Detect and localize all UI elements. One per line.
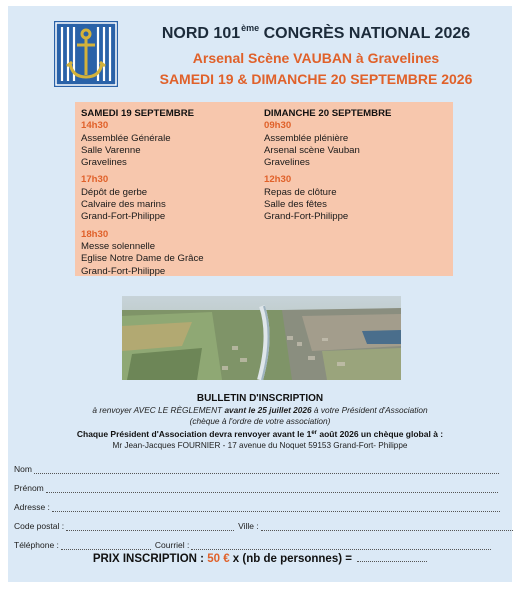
event-line: Arsenal scène Vauban — [264, 144, 360, 156]
event-line: Calvaire des marins — [81, 199, 166, 211]
event-line: Gravelines — [81, 157, 127, 169]
event-time: 18h30 — [81, 228, 109, 240]
event-line: Gravelines — [264, 157, 310, 169]
form-row-prenom — [14, 481, 498, 493]
event-time: 09h30 — [264, 120, 292, 132]
event-line: Grand-Fort-Philippe — [81, 265, 166, 277]
venue-subtitle: Arsenal Scène VAUBAN à Gravelines — [192, 50, 440, 66]
ville-field[interactable] — [261, 522, 513, 531]
price-label: PRIX INSCRIPTION : — [92, 553, 208, 565]
event-time: 17h30 — [81, 174, 109, 186]
ville-label: Ville : — [238, 521, 259, 531]
cheque-note: (chèque à l'ordre de votre association) — [189, 416, 331, 426]
header — [136, 18, 496, 89]
code-postal-label: Code postal : — [14, 521, 65, 531]
event-line: Assemblée plénière — [264, 132, 349, 144]
code-postal-field[interactable] — [66, 522, 234, 531]
form-row-nom — [14, 462, 499, 474]
event-line: Grand-Fort-Philippe — [264, 211, 349, 223]
event-time: 14h30 — [81, 120, 109, 132]
price-amount: 50 € — [207, 553, 230, 565]
bulletin-title: BULLETIN D'INSCRIPTION — [196, 393, 324, 404]
form-row-adresse — [14, 500, 500, 512]
event-line: Assemblée Générale — [81, 132, 171, 144]
saturday-column — [81, 108, 261, 278]
nom-label: Nom — [14, 464, 32, 474]
event-line: Repas de clôture — [264, 186, 337, 198]
event-line: Messe solennelle — [81, 240, 156, 252]
total-field[interactable] — [357, 553, 427, 562]
sunday-column — [264, 108, 444, 224]
day-heading: SAMEDI 19 SEPTEMBRE — [81, 108, 195, 119]
adresse-label: Adresse : — [14, 502, 50, 512]
fnmfo-logo — [54, 21, 118, 87]
price-line — [8, 553, 512, 565]
event-line: Dépôt de gerbe — [81, 186, 148, 198]
event-dates: SAMEDI 19 & DIMANCHE 20 SEPTEMBRE 2026 — [159, 71, 473, 87]
mailing-address: Mr Jean-Jacques FOURNIER - 17 avenue du Noquet 59153 Grand-Fort- Philippe — [112, 441, 408, 450]
aerial-photo — [122, 296, 401, 380]
program-box — [75, 102, 453, 276]
return-instructions: à renvoyer AVEC LE RÈGLEMENT avant le 25 juillet 2026 à votre Président d'Association — [92, 405, 428, 415]
adresse-field[interactable] — [52, 503, 500, 512]
day-heading: DIMANCHE 20 SEPTEMBRE — [264, 108, 392, 119]
nom-field[interactable] — [34, 465, 499, 474]
telephone-label: Téléphone : — [14, 540, 59, 550]
prenom-field[interactable] — [46, 484, 498, 493]
telephone-field[interactable] — [61, 541, 151, 550]
courriel-field[interactable] — [191, 541, 491, 550]
form-row-cp-ville — [14, 519, 513, 531]
event-line: Grand-Fort-Philippe — [81, 211, 166, 223]
event-line: Salle des fêtes — [264, 199, 327, 211]
registration-section — [8, 392, 512, 452]
event-line: Eglise Notre Dame de Grâce — [81, 253, 204, 265]
courriel-label: Courriel : — [154, 540, 190, 550]
prenom-label: Prénom — [14, 483, 44, 493]
form-row-contact — [14, 538, 491, 550]
page-title: NORD 101ème CONGRÈS NATIONAL 2026 — [161, 23, 471, 42]
price-suffix: x (nb de personnes) = — [229, 553, 356, 565]
president-instructions: Chaque Président d'Association devra renvoyer avant le 1er août 2026 un chèque global à : — [76, 429, 444, 439]
event-time: 12h30 — [264, 174, 292, 186]
flyer-page — [8, 6, 512, 582]
event-line: Salle Varenne — [81, 144, 141, 156]
